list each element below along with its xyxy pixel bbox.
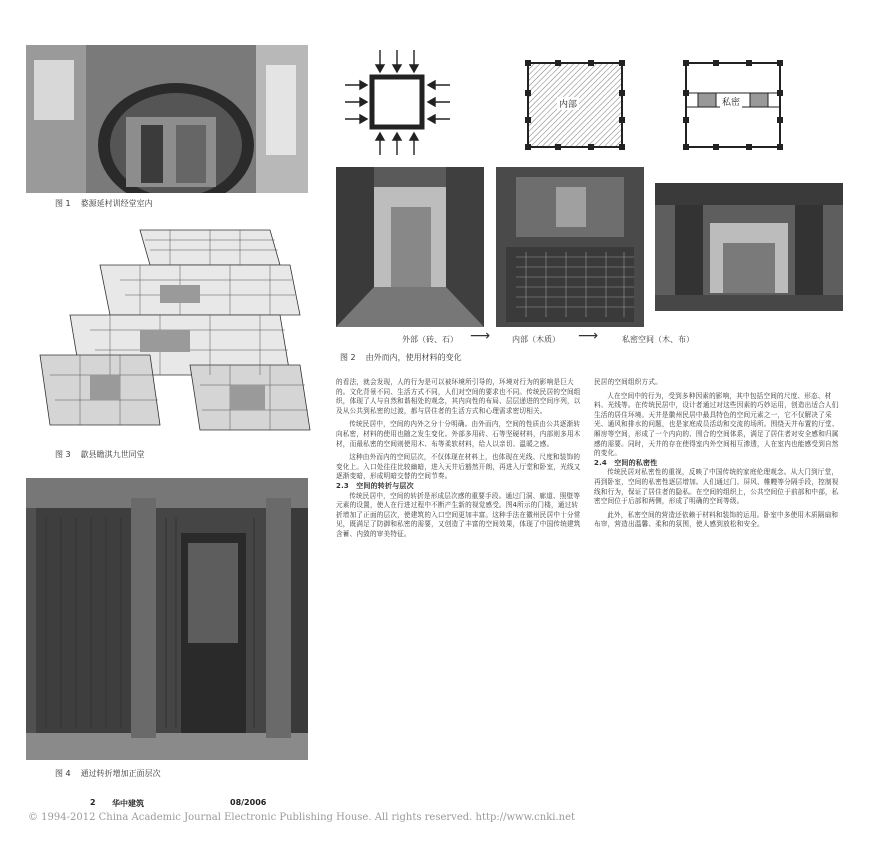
fig2-label-private: 私密 [720, 95, 742, 108]
paragraph: 传统民居中，空间的转折是形成层次感的重要手段。通过门洞、廊道、照壁等元素的设置，使人在行进过程中不断产生新的视觉感受。图4所示的门楼，通过转折增加了正面的层次，使建筑的入口空间更加丰富。这种手法在徽州民居中十分常见，既满足了防御和私密的需要，又创造了丰富的空间效果，体现了中国传统建筑含蓄、内敛的审美特征。 [336, 491, 581, 538]
fig2-diagram-outer [340, 45, 455, 160]
paragraph: 人在空间中的行为，受到多种因素的影响，其中包括空间的尺度、形态、材料、光线等。在传统民居中，设计者通过对这些因素的巧妙运用，创造出适合人们生活的居住环境。天井是徽州民居中最具特色的空间元素之一，它不仅解决了采光、通风和排水的问题，也是家庭成员活动和交流的场所。围绕天井布置的厅堂、厢房等空间，形成了一个内向的、围合的空间体系，满足了居住者对安全感和归属感的需要。同时，天井的存在使得室内外空间相互渗透，人在室内也能感受到自然的变化。 [594, 391, 839, 458]
paragraph: 传统民居中，空间的内外之分十分明确。由外而内，空间的性质由公共逐渐转向私密，材料的使用也随之发生变化。外部多用砖、石等坚硬材料，内部则多用木材，而最私密的空间则使用木、布等柔软材料，给人以亲切、温暖之感。 [336, 420, 581, 448]
fig2-photo-private [655, 183, 843, 311]
fig2-label-inner: 内部 [557, 97, 579, 110]
page-number: 2 [90, 798, 96, 807]
section-heading: 2.3 空间的转折与层次 [336, 481, 414, 490]
copyright-notice: © 1994-2012 China Academic Journal Electronic Publishing House. All rights reserved. http://www.cnki.net [28, 812, 576, 823]
fig1-number: 图 1 [55, 199, 71, 208]
paragraph: 民居的空间组织方式。 [594, 378, 662, 386]
fig2-diagram-inner [520, 55, 630, 155]
fig2-diagram-private [678, 55, 788, 155]
flow-arrow-icon: ⟶ [470, 328, 491, 344]
fig2-caption-text: 由外而内，使用材料的变化 [365, 353, 462, 362]
fig2-flow-inner: 内部（木质） [512, 335, 560, 344]
fig2-caption [340, 352, 462, 363]
fig1-caption [55, 198, 153, 209]
section-heading: 2.4 空间的私密性 [594, 458, 658, 467]
fig1-photo [26, 45, 308, 193]
fig4-caption [55, 768, 161, 779]
journal-issue: 08/2006 [230, 798, 267, 807]
flow-arrow-icon: ⟶ [578, 328, 599, 344]
fig2-number: 图 2 [340, 353, 356, 362]
fig1-caption-text: 婺源延村训经堂室内 [80, 199, 153, 208]
journal-name: 华中建筑 [112, 799, 144, 808]
fig3-axonometric-drawing [30, 225, 312, 435]
fig2-photo-outer [336, 167, 484, 327]
fig2-flow-outer: 外部（砖、石） [402, 335, 458, 344]
fig2-flow-private: 私密空间（木、布） [622, 335, 694, 344]
paragraph: 此外，私密空间的营造还依赖于材料和装饰的运用。卧室中多使用木质隔扇和布帘，营造出温馨、柔和的氛围，使人感到放松和安全。 [594, 510, 839, 529]
body-text-right-column [594, 378, 844, 783]
fig3-caption [55, 449, 145, 460]
fig4-caption-text: 通过转折增加正面层次 [80, 769, 161, 778]
fig4-photo [26, 478, 308, 760]
paragraph: 这种由外而内的空间层次，不仅体现在材料上，也体现在光线、尺度和装饰的变化上。入口处往往比较幽暗，进入天井后豁然开朗，再进入厅堂和卧室，光线又逐渐变暗，形成明暗交替的空间节奏。 [336, 453, 581, 481]
fig3-number: 图 3 [55, 450, 71, 459]
body-text-left-column [336, 378, 584, 783]
fig4-number: 图 4 [55, 769, 71, 778]
fig2-photo-inner [496, 167, 644, 327]
paragraph: 的看法，就会发现，人的行为是可以被环境所引导的，环境对行为的影响是巨大的。文化背景不同、生活方式不同，人们对空间的要求也不同。传统民居的空间组织，体现了人与自然和谐相处的观念，其内向性的布局、层层递进的空间序列，以及从公共到私密的过渡，都与居住者的生活方式和心理需求密切相关。 [336, 378, 581, 415]
paragraph: 传统民居对私密性的重视，反映了中国传统的家庭伦理观念。从大门到厅堂，再到卧室，空间的私密性逐层增加。人们通过门、屏风、帷幔等分隔手段，控制视线和行为，保证了居住者的隐私。在空间的组织上，公共空间位于前部和中部，私密空间位于后部和两侧，形成了明确的空间等级。 [594, 468, 839, 506]
fig3-caption-text: 歙县瞻淇九世同堂 [80, 450, 145, 459]
